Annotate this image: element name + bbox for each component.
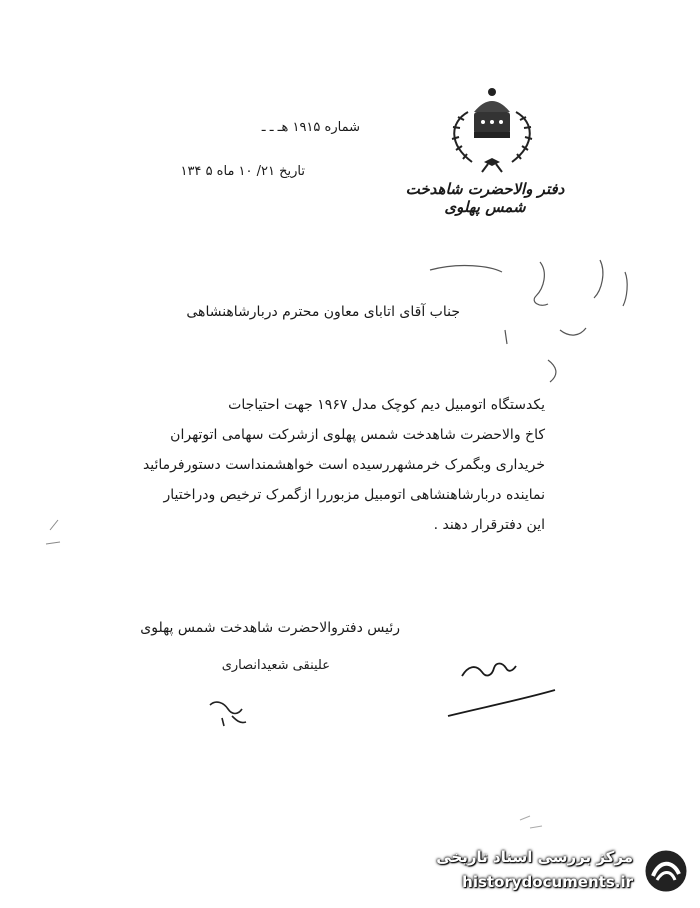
margin-tick-icon [46,520,60,544]
royal-crown-crest-icon [438,82,546,174]
watermark-url[interactable]: historydocuments.ir [462,873,633,891]
closing-title: رئیس دفتروالاحضرت شاهدخت شمس پهلوی [140,620,400,636]
letter-date: تاریخ ۲۱/ ۱۰ ماه ۵ ۱۳۴ [180,164,305,179]
watermark-title: مرکز بررسی اسناد تاریخی [436,848,633,866]
signer-name: علینقی شعیدانصاری [221,658,330,673]
margin-annotation-icon [430,260,627,382]
addressee-line: جناب آقای اتابای معاون محترم دربارشاهنشاهی [186,304,460,320]
office-name: دفتر والاحضرت شاهدخت شمس پهلوی [405,180,565,216]
letter-number: شماره ۱۹۱۵ هـ ـ ـ [261,120,360,135]
body-line: نماینده دربارشاهنشاهی اتومبیل مزبوررا ازگمرک ترخیص ودراختیار [163,487,545,503]
body-line: کاخ والاحضرت شاهدخت شمس پهلوی ازشرکت سهامی اتوتهران [170,427,545,443]
body-line: یکدستگاه اتومبیل دیم کوچک مدل ۱۹۶۷ جهت احتیاجات [228,397,545,413]
archive-logo-icon [641,846,691,896]
body-line: این دفترقرار دهند . [433,517,545,533]
faint-mark-icon [520,816,542,828]
body-line: خریداری وبگمرک خرمشهررسیده است خواهشمنداست دستورفرمائید [142,457,545,473]
signature-icon [448,664,555,717]
initials-handwriting-icon [210,702,246,726]
letter-body [100,390,545,540]
watermark [400,840,695,902]
